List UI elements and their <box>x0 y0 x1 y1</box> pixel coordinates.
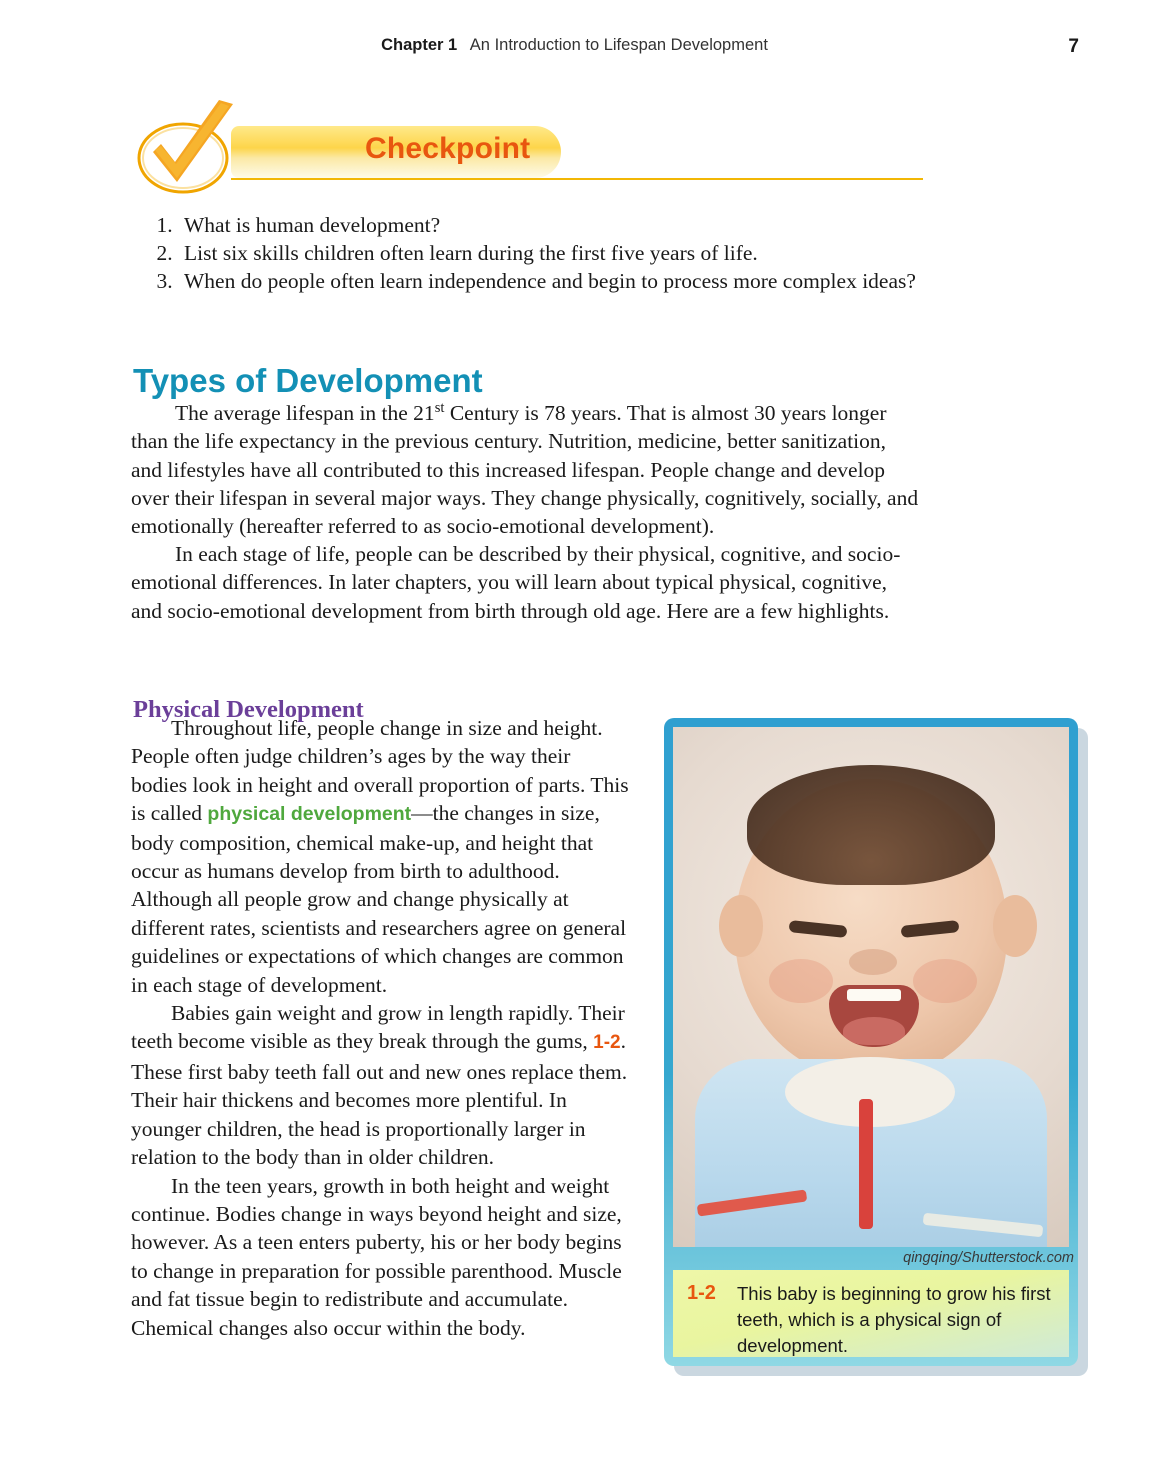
figure-caption-box <box>673 1270 1069 1357</box>
running-head-title: An Introduction to Lifespan Development <box>469 36 768 54</box>
figure-caption-number: 1-2 <box>687 1282 716 1304</box>
figure-credit: qingqing/Shutterstock.com <box>903 1250 1074 1266</box>
paragraph <box>131 999 631 1171</box>
baby-nose <box>849 949 897 975</box>
checkpoint-banner <box>133 100 923 196</box>
list-item: 3. When do people often learn independence and begin to process more complex ideas? <box>178 268 928 295</box>
list-item: 1. What is human development? <box>178 212 928 239</box>
running-head-chapter: Chapter 1 <box>381 36 458 54</box>
check-mark-icon <box>133 100 245 196</box>
figure-reference: 1-2 <box>593 1032 621 1054</box>
section-heading: Types of Development <box>133 362 483 400</box>
baby-ear-right <box>993 895 1037 957</box>
figure-1-2 <box>664 718 1088 1376</box>
paragraph-text-post: Century is 78 years. That is almost 30 years longer than the life expectancy in the previous century. Nutrition, medicine, better sanitization, and lifestyles have all contributed to this increased lifespan. People change and develop over their lifespan in several major ways. They change physically, cognitively, socially, and emotionally (hereafter referred to as socio-emotional development). <box>131 401 919 538</box>
running-head <box>0 36 1149 60</box>
baby-cheek-right <box>913 959 977 1003</box>
key-term: physical development <box>207 803 412 826</box>
paragraph <box>131 714 631 999</box>
paragraph-text-post: —the changes in size, body composition, chemical make-up, and height that occur as humans develop from birth to adulthood. Although all people grow and change physically at different rates, scientists and researchers agree on general guidelines or expectations of which changes are common in each stage of development. <box>131 801 627 997</box>
paragraph-text-pre: Throughout life, people change in size and height. People often judge children’s ages by the way their bodies look in height and overall proportion of parts. This is called <box>131 716 629 826</box>
paragraph: In the teen years, growth in both height and weight continue. Bodies change in ways beyond height and size, however. As a teen enters puberty, his or her body begins to change in preparation for possible parenthood. Muscle and fat tissue begin to redistribute and accumulate. Chemical changes also occur within the body. <box>131 1173 622 1340</box>
paragraph <box>131 394 919 540</box>
baby-zipper <box>859 1099 873 1229</box>
checkpoint-question-list <box>138 212 928 296</box>
baby-cheek-left <box>769 959 833 1003</box>
figure-photo <box>673 727 1069 1247</box>
list-item: 2. List six skills children often learn during the first five years of life. <box>178 240 928 267</box>
baby-hair <box>747 765 995 885</box>
paragraph-text-pre: Babies gain weight and grow in length rapidly. Their teeth become visible as they break through the gums, <box>131 1001 625 1054</box>
ordinal-suffix: st <box>434 400 445 416</box>
paragraph: In each stage of life, people can be described by their physical, cognitive, and socio-emotional differences. In later chapters, you will learn about typical physical, cognitive, and socio-emotional development from birth through old age. Here are a few highlights. <box>131 542 901 623</box>
running-head-center <box>0 36 1149 55</box>
page-number: 7 <box>1068 36 1079 57</box>
baby-tongue <box>843 1017 905 1045</box>
section-body <box>131 394 919 625</box>
baby-teeth <box>847 989 901 1001</box>
subsection-heading: Physical Development <box>133 696 364 724</box>
paragraph-text-pre: The average lifespan in the 21 <box>175 401 435 426</box>
baby-ear-left <box>719 895 763 957</box>
checkpoint-label: Checkpoint <box>365 132 531 165</box>
figure-caption-text: This baby is beginning to grow his first teeth, which is a physical sign of development. <box>737 1283 1051 1356</box>
subsection-body <box>131 714 631 1342</box>
paragraph-text-post: . These first baby teeth fall out and new ones replace them. Their hair thickens and becomes more plentiful. In younger children, the head is proportionally larger in relation to the body than in older children. <box>131 1029 628 1170</box>
